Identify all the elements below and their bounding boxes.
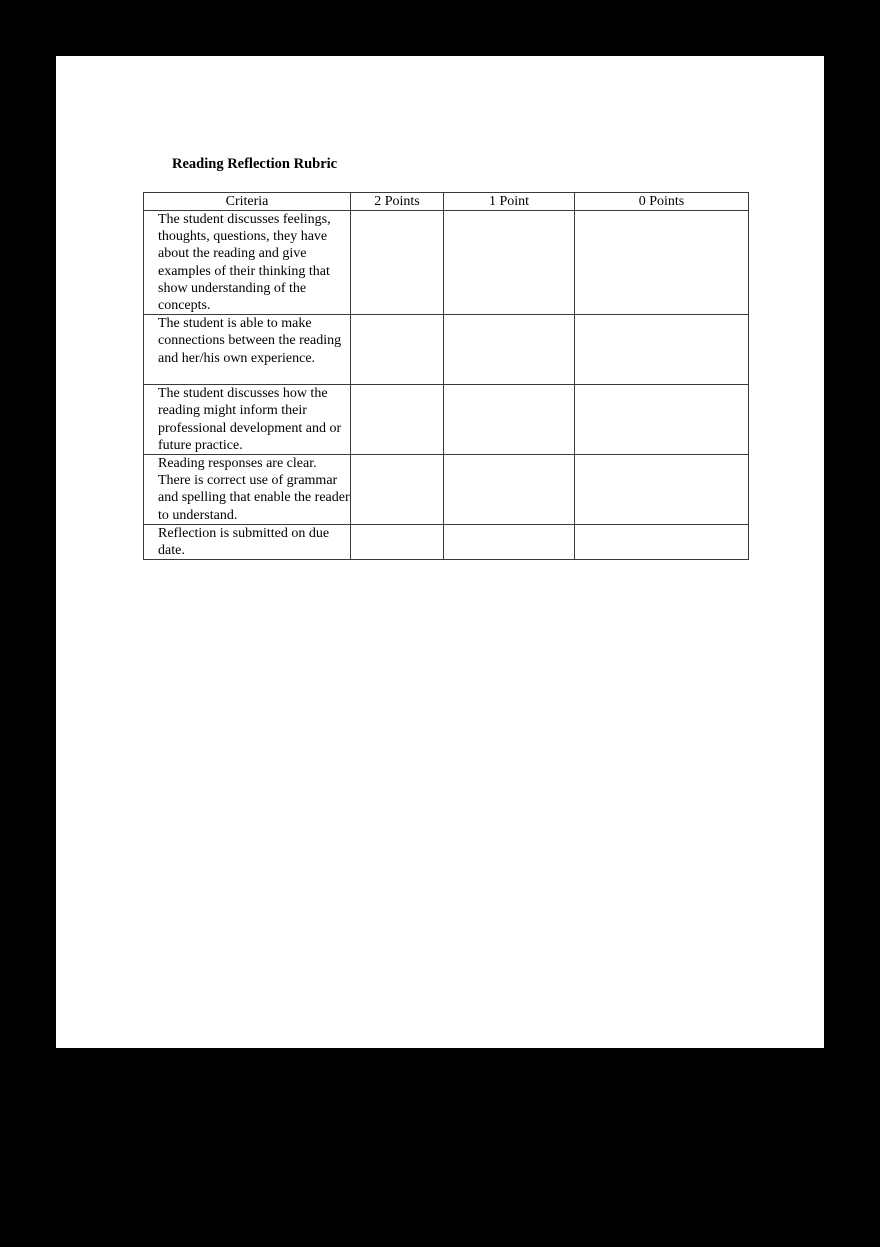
criteria-cell: The student is able to make connections between the reading and her/his own experience. — [144, 315, 351, 385]
table-row — [144, 211, 749, 315]
one-point-cell — [444, 524, 575, 559]
one-point-cell — [444, 315, 575, 385]
rubric-table — [143, 192, 749, 560]
criteria-cell: Reading responses are clear. There is correct use of grammar and spelling that enable the reader to understand. — [144, 455, 351, 525]
document-page — [56, 56, 824, 1048]
header-0-points: 0 Points — [575, 193, 749, 211]
header-criteria: Criteria — [144, 193, 351, 211]
criteria-cell: The student discusses how the reading might inform their professional development and or future practice. — [144, 385, 351, 455]
two-points-cell — [351, 211, 444, 315]
header-2-points: 2 Points — [351, 193, 444, 211]
two-points-cell — [351, 524, 444, 559]
one-point-cell — [444, 385, 575, 455]
document-title: Reading Reflection Rubric — [172, 156, 338, 172]
header-1-point: 1 Point — [444, 193, 575, 211]
criteria-cell: The student discusses feelings, thoughts, questions, they have about the reading and give examples of their thinking that show understanding of the concepts. — [144, 211, 351, 315]
zero-points-cell — [575, 211, 749, 315]
criteria-cell: Reflection is submitted on due date. — [144, 524, 351, 559]
zero-points-cell — [575, 315, 749, 385]
zero-points-cell — [575, 385, 749, 455]
one-point-cell — [444, 211, 575, 315]
zero-points-cell — [575, 524, 749, 559]
table-row — [144, 385, 749, 455]
zero-points-cell — [575, 455, 749, 525]
table-row — [144, 315, 749, 385]
table-row — [144, 524, 749, 559]
one-point-cell — [444, 455, 575, 525]
table-header-row — [144, 193, 749, 211]
two-points-cell — [351, 315, 444, 385]
table-row — [144, 455, 749, 525]
two-points-cell — [351, 455, 444, 525]
two-points-cell — [351, 385, 444, 455]
